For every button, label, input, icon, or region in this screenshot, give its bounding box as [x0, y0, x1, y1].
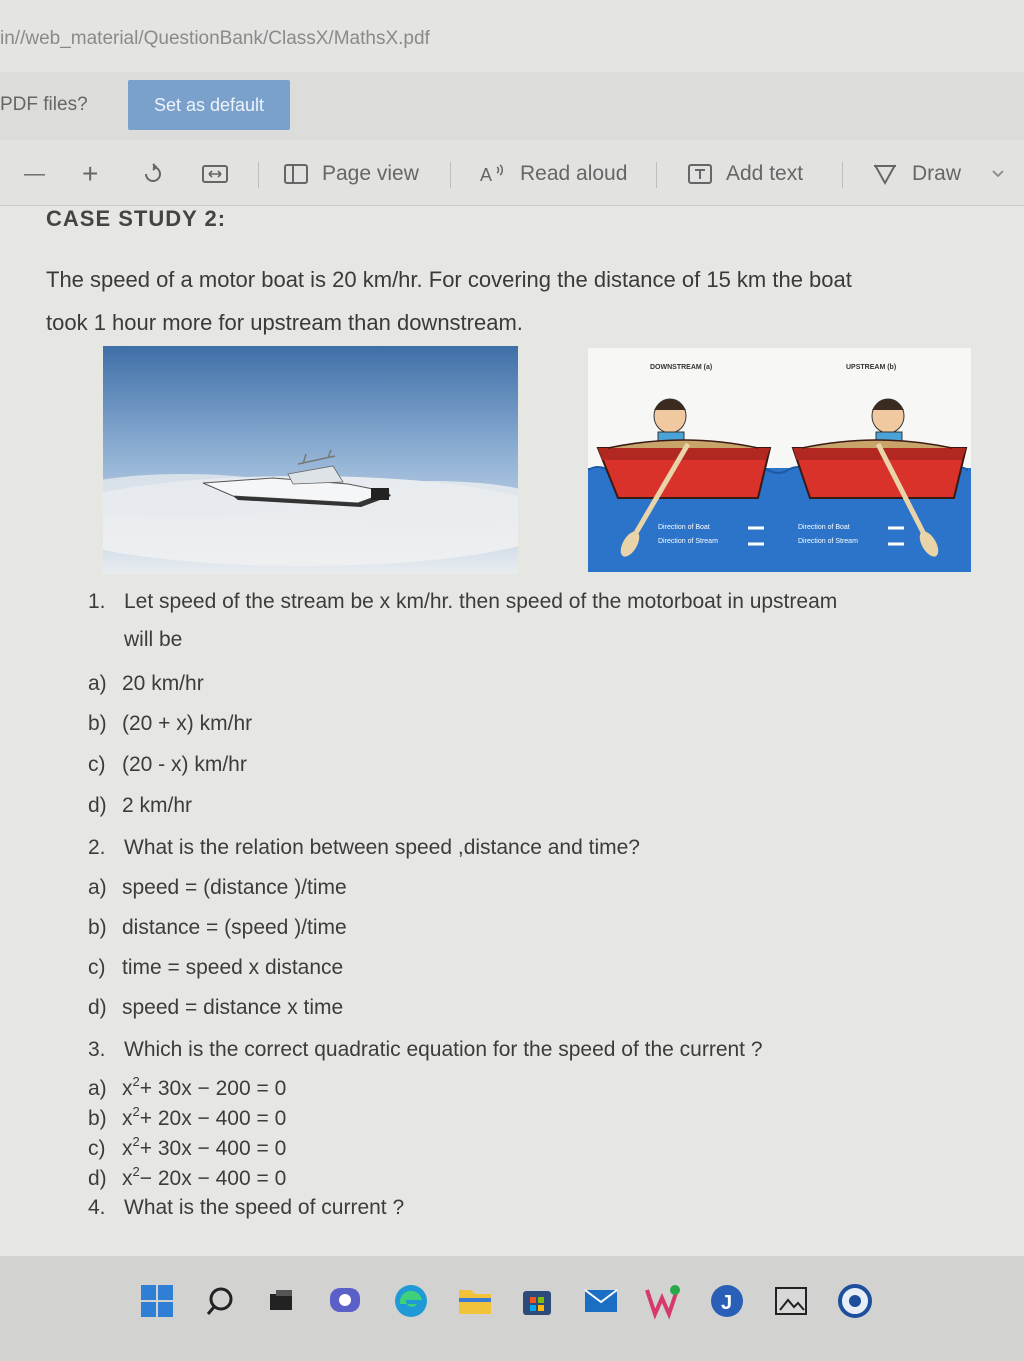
option-text: (20 + x) km/hr	[122, 712, 253, 735]
option-exponent: 2	[132, 1074, 140, 1089]
case-study-heading: CASE STUDY 2:	[46, 206, 227, 228]
toolbar-separator	[656, 162, 657, 188]
option	[88, 1134, 286, 1161]
intro-paragraph	[46, 258, 986, 344]
draw-button[interactable]	[870, 158, 961, 190]
address-bar	[0, 0, 1024, 72]
option-text: time = speed x distance	[122, 956, 344, 979]
upstream-stream-direction: Direction of Stream	[798, 538, 858, 545]
upstream-downstream-diagram	[588, 348, 971, 572]
option	[88, 794, 192, 818]
draw-options-dropdown[interactable]	[990, 158, 1006, 190]
option-letter: a)	[88, 1077, 107, 1100]
draw-icon	[870, 160, 900, 188]
svg-text:A: A	[480, 165, 493, 185]
store-icon[interactable]	[514, 1278, 560, 1324]
option-var: x	[122, 1167, 133, 1190]
edge-icon[interactable]	[388, 1278, 434, 1324]
option-text: + 30x − 400 = 0	[139, 1137, 287, 1160]
option-letter: a)	[88, 672, 107, 695]
downstream-boat-direction: Direction of Boat	[658, 524, 710, 531]
read-aloud-icon	[478, 161, 508, 187]
option-text: + 30x − 200 = 0	[139, 1077, 287, 1100]
option-text: − 20x − 400 = 0	[139, 1167, 287, 1190]
downstream-stream-direction: Direction of Stream	[658, 538, 718, 545]
default-pdf-infobar	[0, 72, 1024, 140]
chevron-down-icon	[990, 162, 1006, 186]
zoom-in-icon: +	[82, 158, 99, 189]
windows-taskbar	[0, 1256, 1024, 1361]
option	[88, 1104, 286, 1131]
page-view-label: Page view	[322, 162, 419, 185]
option	[88, 753, 247, 777]
downstream-label: DOWNSTREAM (a)	[650, 364, 713, 371]
option-letter: b)	[88, 1107, 107, 1130]
mail-icon[interactable]	[578, 1278, 624, 1324]
question-number: 2.	[88, 836, 106, 859]
option-var: x	[122, 1107, 133, 1130]
zoom-out-icon: —	[24, 162, 45, 185]
question-number: 4.	[88, 1196, 106, 1219]
add-text-button[interactable]	[686, 158, 803, 190]
question-3	[88, 1038, 763, 1062]
option	[88, 712, 252, 736]
question-text: What is the speed of current ?	[124, 1196, 405, 1219]
windows-start-icon[interactable]	[134, 1278, 180, 1324]
option	[88, 996, 343, 1020]
paint-icon[interactable]	[640, 1278, 686, 1324]
file-explorer-icon[interactable]	[452, 1278, 498, 1324]
option-exponent: 2	[132, 1164, 140, 1179]
rotate-button[interactable]	[140, 158, 178, 190]
zoom-out-button[interactable]	[24, 158, 45, 190]
option-exponent: 2	[132, 1104, 140, 1119]
option-letter: d)	[88, 794, 107, 817]
fit-page-icon	[200, 161, 230, 187]
question-1	[88, 590, 837, 614]
option-text: + 20x − 400 = 0	[139, 1107, 287, 1130]
option-letter: c)	[88, 1137, 106, 1160]
upstream-boat-direction: Direction of Boat	[798, 524, 850, 531]
fit-page-button[interactable]	[200, 158, 242, 190]
default-pdf-question: PDF files?	[0, 94, 88, 115]
set-as-default-button[interactable]: Set as default	[128, 80, 290, 130]
search-icon[interactable]	[198, 1278, 244, 1324]
option-text: 20 km/hr	[122, 672, 204, 695]
option-letter: a)	[88, 876, 107, 899]
option	[88, 916, 347, 940]
option-text: 2 km/hr	[122, 794, 193, 817]
option-text: distance = (speed )/time	[122, 916, 347, 939]
photos-icon[interactable]	[768, 1278, 814, 1324]
intro-line: took 1 hour more for upstream than downstream.	[46, 310, 523, 335]
question-4	[88, 1196, 404, 1220]
option-letter: c)	[88, 956, 106, 979]
pdf-toolbar	[0, 140, 1024, 206]
option-exponent: 2	[132, 1134, 140, 1149]
option	[88, 956, 343, 980]
option-var: x	[122, 1137, 133, 1160]
svg-text:J: J	[721, 1292, 733, 1314]
question-text: Let speed of the stream be x km/hr. then speed of the motorboat in upstream	[124, 590, 838, 613]
intro-line: The speed of a motor boat is 20 km/hr. For covering the distance of 15 km the boat	[46, 267, 852, 292]
question-text: What is the relation between speed ,distance and time?	[124, 836, 640, 859]
app-circle-icon[interactable]	[832, 1278, 878, 1324]
option-letter: c)	[88, 753, 106, 776]
option-text: speed = (distance )/time	[122, 876, 347, 899]
read-aloud-button[interactable]	[478, 158, 627, 190]
option-letter: d)	[88, 996, 107, 1019]
page-view-icon	[282, 161, 310, 187]
option-letter: d)	[88, 1167, 107, 1190]
read-aloud-label: Read aloud	[520, 162, 628, 185]
toolbar-separator	[450, 162, 451, 188]
option-letter: b)	[88, 712, 107, 735]
option	[88, 672, 204, 696]
toolbar-separator	[842, 162, 843, 188]
question-1-continued: will be	[124, 628, 183, 651]
question-number: 1.	[88, 590, 106, 613]
task-view-icon[interactable]	[258, 1278, 304, 1324]
rotate-icon	[140, 161, 166, 187]
url-text[interactable]: in//web_material/QuestionBank/ClassX/MathsX.pdf	[0, 28, 430, 49]
upstream-label: UPSTREAM (b)	[846, 364, 897, 371]
option	[88, 1164, 286, 1191]
pdf-page	[0, 206, 1024, 1256]
option-var: x	[122, 1077, 133, 1100]
question-text: Which is the correct quadratic equation for the speed of the current ?	[124, 1038, 763, 1061]
option-letter: b)	[88, 916, 107, 939]
option-text: (20 - x) km/hr	[122, 753, 247, 776]
question-2	[88, 836, 640, 860]
add-text-label: Add text	[726, 162, 804, 185]
option	[88, 876, 347, 900]
motorboat-photo	[103, 346, 518, 574]
zoom-in-button[interactable]	[82, 158, 98, 190]
option	[88, 1074, 286, 1101]
chat-icon[interactable]	[322, 1278, 368, 1324]
draw-label: Draw	[912, 162, 962, 185]
page-view-button[interactable]	[282, 158, 419, 190]
toolbar-separator	[258, 162, 259, 188]
add-text-icon	[686, 161, 714, 187]
option-text: speed = distance x time	[122, 996, 344, 1019]
question-number: 3.	[88, 1038, 106, 1061]
app-j-icon[interactable]	[704, 1278, 750, 1324]
